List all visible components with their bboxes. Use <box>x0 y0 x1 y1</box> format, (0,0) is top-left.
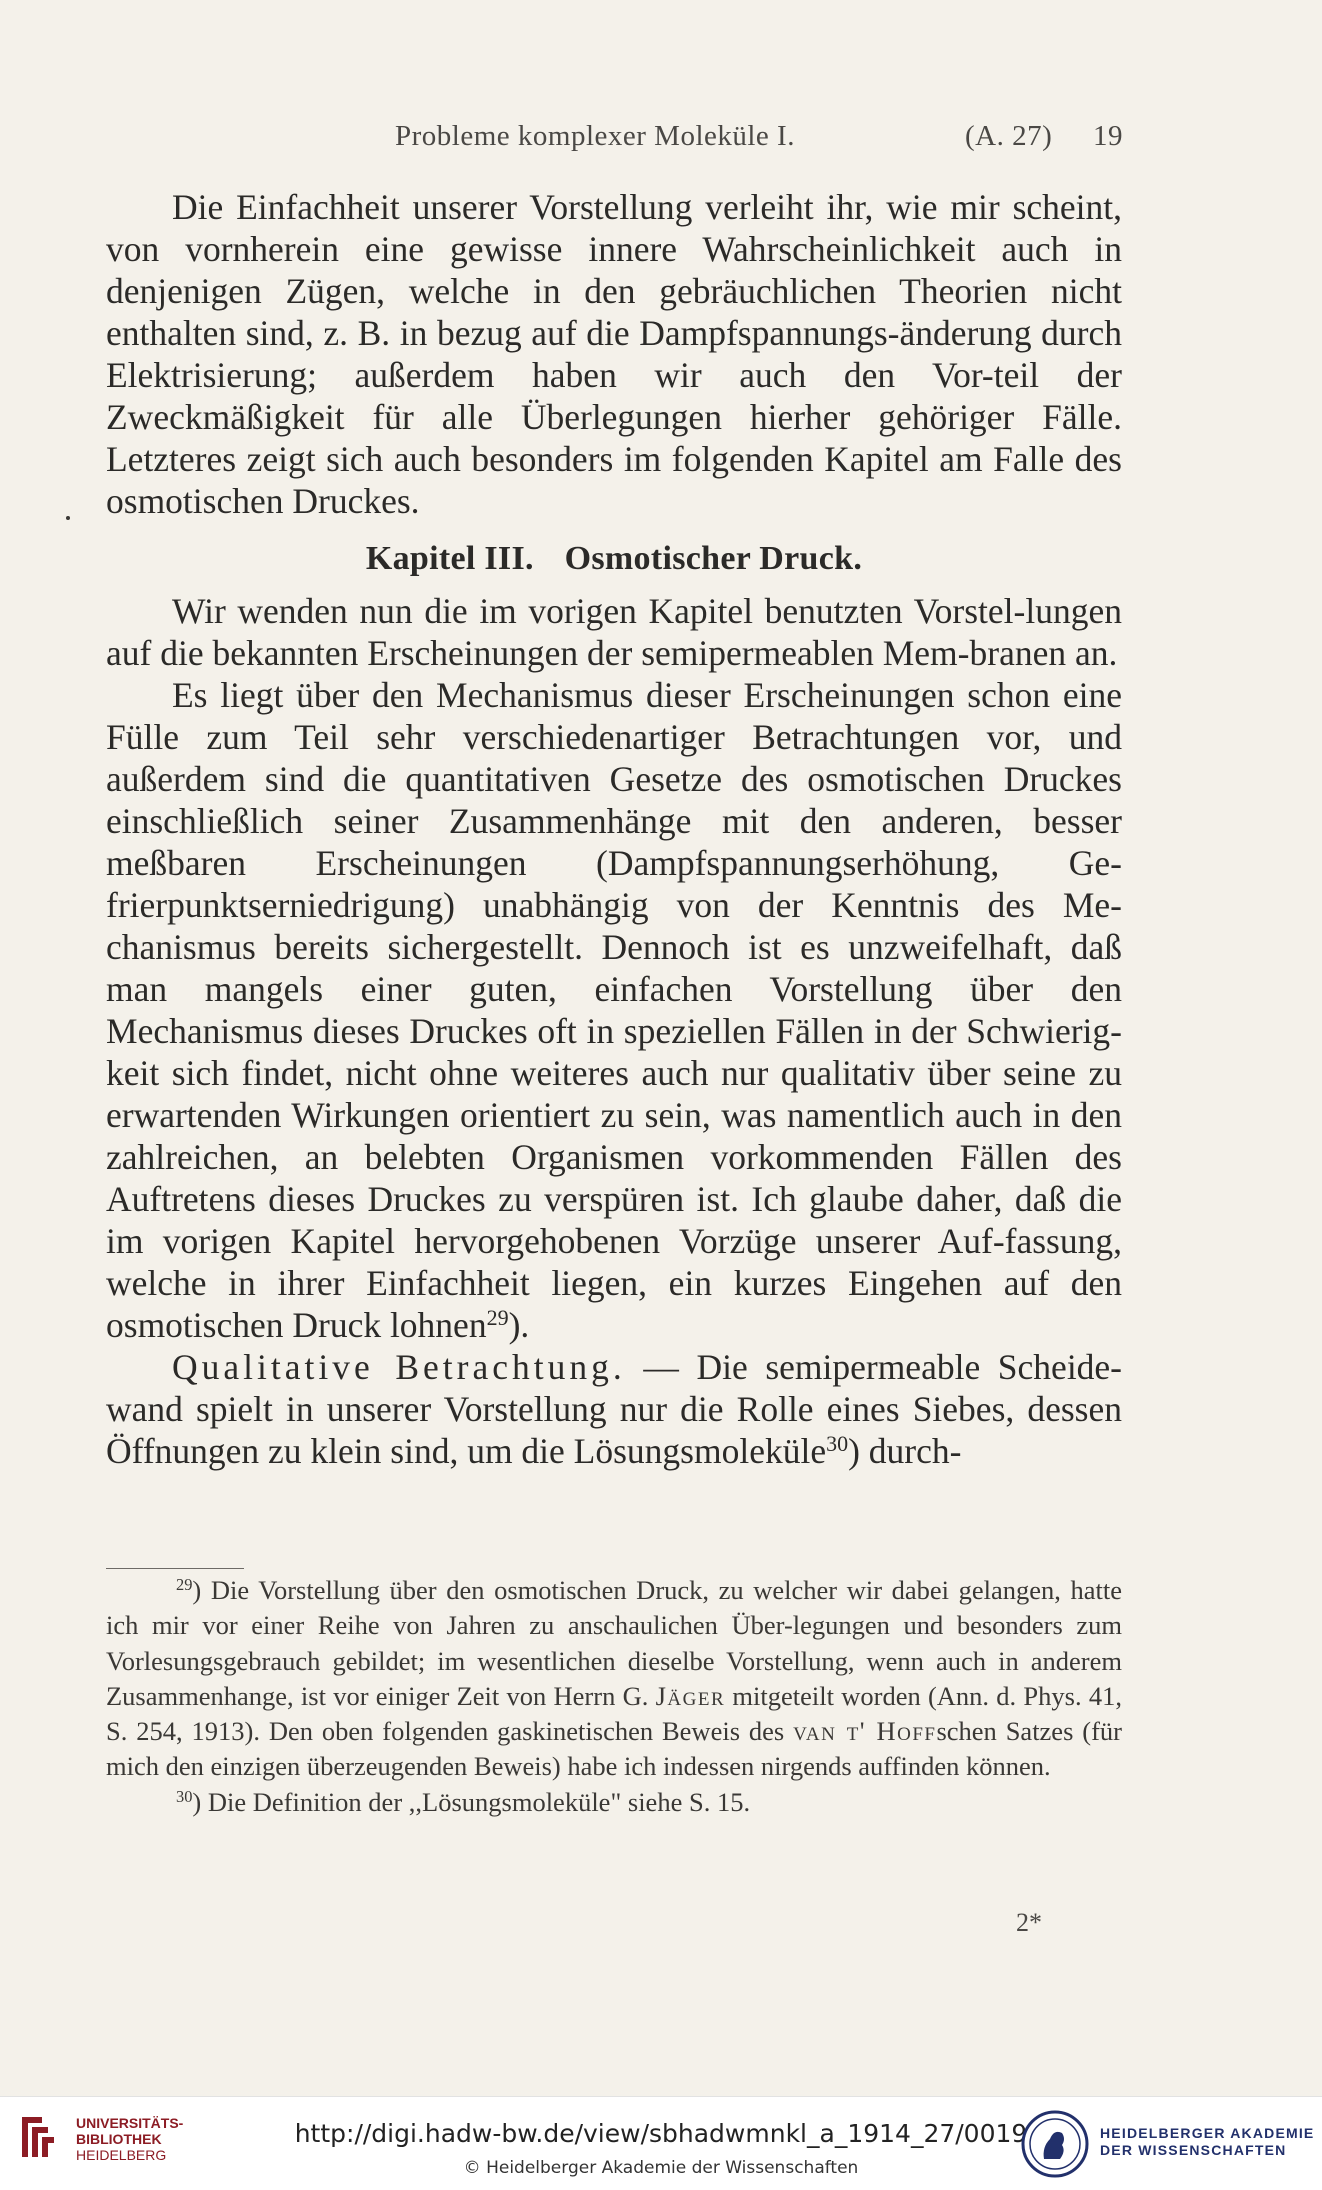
main-text <box>106 186 1122 1472</box>
footnote-29-text-a: ) Die Vorstellung über den osmotischen Druck, zu welcher wir dabei gelangen, hatte ich mir vor einer Reihe von Jahren zu anschaulichen Über-legungen und besonders zum Vorlesungsgebrauch gebildet; im wesentlichen dieselbe Vorstellung, wenn auch in anderem Zusammenhange, ist vor einiger Zeit von Herrn G. <box>106 1575 1122 1711</box>
footnote-ref-29[interactable]: 29 <box>486 1304 509 1330</box>
digitization-footer <box>0 2096 1322 2190</box>
footnote-30-number: 30 <box>176 1786 193 1806</box>
paragraph-mechanism <box>106 674 1122 1346</box>
paragraph-membranes: Wir wenden nun die im vorigen Kapitel benutzten Vorstel-lungen auf die bekannten Erscheinungen der semipermeablen Mem-branen an. <box>106 591 1122 673</box>
academy-name <box>1100 2125 1314 2159</box>
footnote-29-text-b: mitgeteilt worden (Ann. d. Phys. 41, S. 254, 1913). Den oben folgenden gaskinetischen Beweis des <box>106 1680 1122 1747</box>
page-number: 19 <box>1093 120 1123 152</box>
running-head-title: Probleme komplexer Moleküle I. <box>395 120 795 152</box>
library-name-line-3: HEIDELBERG <box>76 2147 167 2163</box>
paragraph-mechanism-text: Es liegt über den Mechanismus dieser Erscheinungen schon eine Fülle zum Teil sehr verschiedenartiger Betrachtungen vor, und außerdem sind die quantitativen Gesetze des osmotischen Druckes einschließlich seiner Zusammenhänge mit den anderen, besser meßbaren Erscheinungen (Dampfspannungserhöhung, Ge-frierpunktserniedrigung) unabhängig von der Kenntnis des Me-chanismus bereits sichergestellt. Dennoch ist es unzweifelhaft, daß man mangels einer guten, einfachen Vorstellung über den Mechanismus dieses Druckes oft in speziellen Fällen in der Schwierig-keit sich findet, nicht ohne weiteres auch nur qualitativ über seine zu erwartenden Wirkungen orientiert zu sein, was namentlich auch in den zahlreichen, an belebten Organismen vorkommenden Fällen des Auftretens dieses Druckes zu verspüren ist. Ich glaube daher, daß die im vorigen Kapitel hervorgehobenen Vorzüge unserer Auf-fassung, welche in ihrer Einfachheit liegen, ein kurzes Eingehen auf den osmotischen Druck lohnen <box>106 675 1122 1345</box>
running-head-reference: (A. 27) <box>965 120 1053 152</box>
author-name-jaeger: Jäger <box>655 1680 726 1711</box>
footnote-29 <box>106 1573 1122 1785</box>
permalink-url[interactable]: http://digi.hadw-bw.de/view/sbhadwmnkl_a_1914_27/0019 <box>294 2119 1028 2148</box>
library-name-line-2: BIBLIOTHEK <box>76 2131 162 2147</box>
paragraph-qualitative <box>106 1346 1122 1472</box>
footnote-29-number: 29 <box>176 1574 193 1594</box>
footnote-30-text: ) Die Definition der ,,Lösungsmoleküle" siehe S. 15. <box>192 1786 751 1817</box>
academy-name-line-2: DER WISSENSCHAFTEN <box>1100 2142 1287 2158</box>
margin-mark <box>66 516 70 520</box>
footnote-divider <box>106 1568 244 1569</box>
footnote-ref-30[interactable]: 30 <box>826 1430 849 1456</box>
section-run-in-heading: Qualitative Betrachtung. <box>172 1347 626 1387</box>
paragraph-intro: Die Einfachheit unserer Vorstellung verleiht ihr, wie mir scheint, von vornherein eine gewisse innere Wahrscheinlichkeit auch in denjenigen Zügen, welche in den gebräuchlichen Theorien nicht enthalten sind, z. B. in bezug auf die Dampfspannungs-änderung durch Elektrisierung; außerdem haben wir auch den Vor-teil der Zweckmäßigkeit für alle Überlegungen hierher gehöriger Fälle. Letzteres zeigt sich auch besonders im folgenden Kapitel am Falle des osmotischen Druckes. <box>106 187 1122 521</box>
footnote-29-text-c: schen Satzes (für mich den einzigen überzeugenden Beweis) habe ich indessen nirgends auffinden können. <box>106 1716 1122 1782</box>
paragraph-mechanism-end: ). <box>508 1305 530 1345</box>
copyright-notice: © Heidelberger Akademie der Wissenschaften <box>463 2158 859 2178</box>
paragraph-qualitative-end: ) durch- <box>848 1431 962 1471</box>
chapter-heading <box>106 538 1122 580</box>
chapter-title: Osmotischer Druck. <box>564 540 863 577</box>
academy-name-line-1: HEIDELBERGER AKADEMIE <box>1100 2125 1315 2141</box>
paragraph-qualitative-text: — Die semipermeable Scheide-wand spielt in unserer Vorstellung nur die Rolle eines Siebes, dessen Öffnungen zu klein sind, um die Lösungsmoleküle <box>106 1347 1123 1471</box>
academy-seal-icon <box>1020 2109 1090 2179</box>
chapter-label: Kapitel III. <box>365 540 534 577</box>
footnotes <box>106 1573 1122 1820</box>
printer-signature: 2* <box>1016 1908 1042 1937</box>
author-name-vant-hoff: van t' Hoff <box>793 1716 937 1747</box>
footnote-30 <box>106 1785 1122 1820</box>
library-name-line-1: UNIVERSITÄTS- <box>76 2115 184 2131</box>
